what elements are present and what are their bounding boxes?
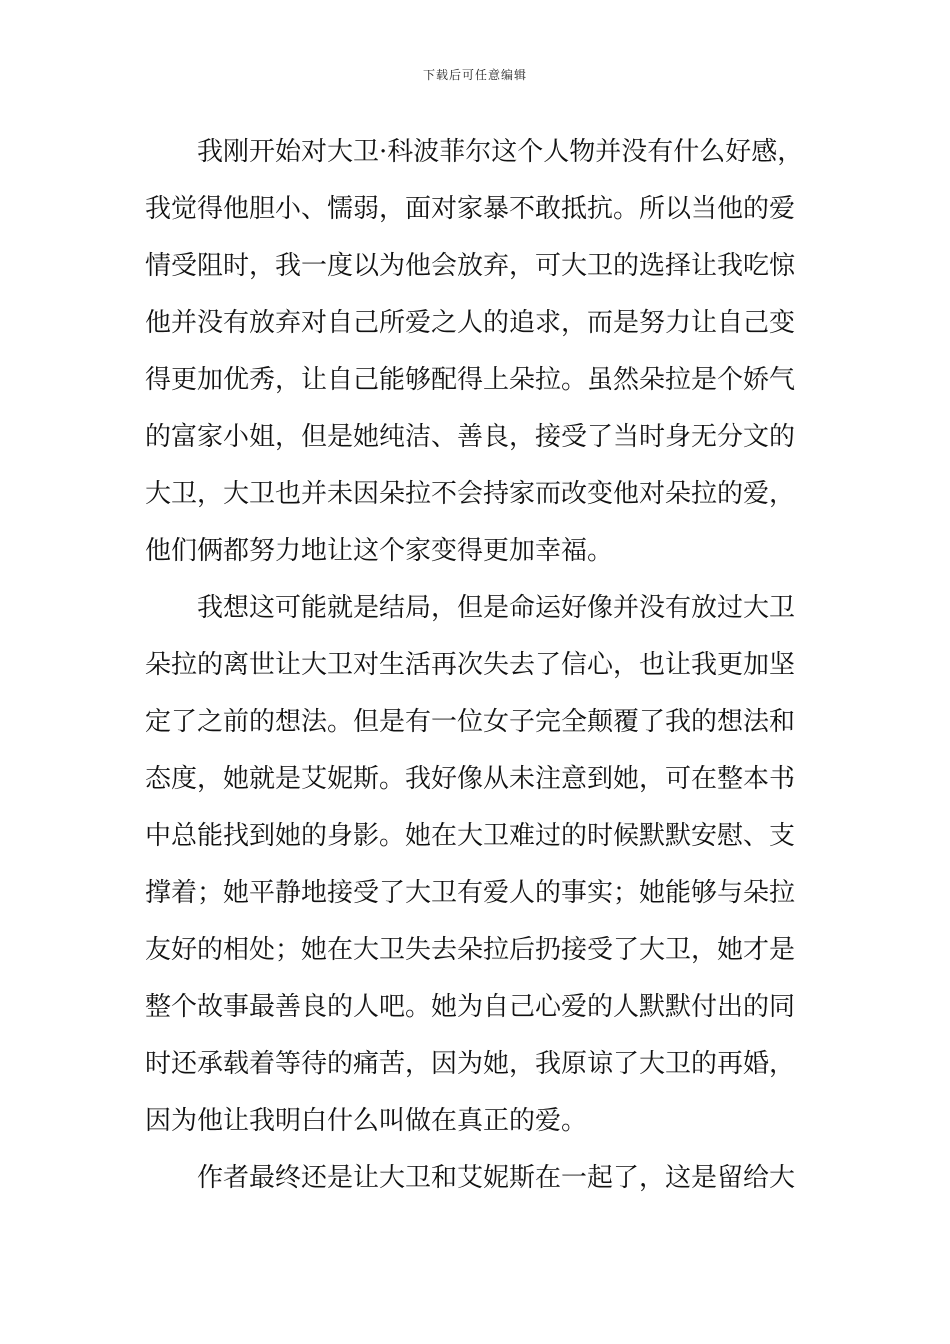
text-line: 撑着；她平静地接受了大卫有爱人的事实；她能够与朵拉 xyxy=(145,878,796,908)
text-line: 他并没有放弃对自己所爱之人的追求，而是努力让自己变 xyxy=(145,308,796,338)
paragraph xyxy=(145,580,815,1150)
text-line: 态度，她就是艾妮斯。我好像从未注意到她，可在整本书 xyxy=(145,764,796,794)
text-line: 我觉得他胆小、懦弱，面对家暴不敢抵抗。所以当他的爱 xyxy=(145,194,796,224)
text-line: 友好的相处；她在大卫失去朵拉后扔接受了大卫，她才是 xyxy=(145,935,796,965)
text-line: 时还承载着等待的痛苦，因为她，我原谅了大卫的再婚， xyxy=(145,1049,796,1079)
text-line: 定了之前的想法。但是有一位女子完全颠覆了我的想法和 xyxy=(145,707,796,737)
text-line: 大卫，大卫也并未因朵拉不会持家而改变他对朵拉的爱， xyxy=(145,479,796,509)
text-line: 的富家小姐，但是她纯洁、善良，接受了当时身无分文的 xyxy=(145,422,796,452)
text-line: 我刚开始对大卫·科波菲尔这个人物并没有什么好感， xyxy=(197,137,804,167)
text-line: 朵拉的离世让大卫对生活再次失去了信心，也让我更加坚 xyxy=(145,650,796,680)
text-line: 我想这可能就是结局，但是命运好像并没有放过大卫 xyxy=(197,593,796,623)
text-line: 他们俩都努力地让这个家变得更加幸福。 xyxy=(145,536,614,566)
text-line: 得更加优秀，让自己能够配得上朵拉。虽然朵拉是个娇气 xyxy=(145,365,796,395)
text-line: 中总能找到她的身影。她在大卫难过的时候默默安慰、支 xyxy=(145,821,796,851)
paragraph xyxy=(145,1150,815,1207)
paragraph xyxy=(145,124,815,580)
text-line: 作者最终还是让大卫和艾妮斯在一起了，这是留给大 xyxy=(197,1163,796,1193)
text-line: 情受阻时，我一度以为他会放弃，可大卫的选择让我吃惊 xyxy=(145,251,796,281)
text-line: 整个故事最善良的人吧。她为自己心爱的人默默付出的同 xyxy=(145,992,796,1022)
document-body xyxy=(145,124,815,1207)
page-header: 下载后可任意编辑 xyxy=(422,68,527,82)
text-line: 因为他让我明白什么叫做在真正的爱。 xyxy=(145,1106,588,1136)
